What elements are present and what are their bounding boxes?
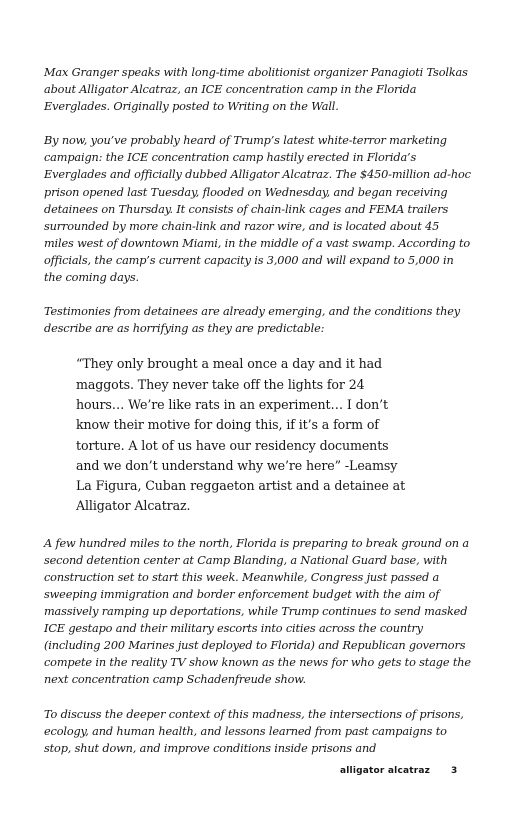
body-paragraph-3: A few hundred miles to the north, Florida is preparing to break ground on a second detention center at Camp Blanding, a National Guard base, with construction set to start this week. Meanwhile, Congress just passed a sweeping immigration and border enforcement budget with the aim of massively ramping up deportations, while Trump continues to send masked ICE gestapo and their military escorts into cities across the country (including 200 Marines just deployed to Florida) and Republican governors compete in the reality TV show known as the news for who gets to stage the next concentration camp Schadenfreude show.	[44, 536, 471, 687]
paragraph-spacer	[44, 115, 472, 132]
paragraph-spacer	[44, 689, 472, 706]
body-paragraph-1: By now, you’ve probably heard of Trump’s latest white-terror marketing campaign: the ICE concentration camp hastily erected in Florida’s Everglades and officially dubbed Alligator Alcatraz. The $450-million ad-hoc prison opened last Tuesday, flooded on Wednesday, and began receiving detainees on Thursday. It consists of chain-link cages and FEMA trailers surrounded by more chain-link and razor wire, and is located about 45 miles west of downtown Miami, in the middle of a vast swamp. According to officials, the camp’s current capacity is 3,000 and will expand to 5,000 in the coming days.	[44, 134, 471, 285]
page-number: 3	[451, 766, 458, 776]
body-paragraph-2: Testimonies from detainees are already emerging, and the conditions they describe are as horrifying as they are predictable:	[44, 305, 460, 336]
article-body	[44, 64, 472, 757]
body-paragraph-4: To discuss the deeper context of this madness, the intersections of prisons, ecology, and human health, and lessons learned from past campaigns to stop, shut down, and improve conditions inside prisons and	[44, 707, 464, 755]
intro-paragraph: Max Granger speaks with long-time abolitionist organizer Panagioti Tsolkas about Alligator Alcatraz, an ICE concentration camp in the Florida Everglades. Originally posted to Writing on the Wall.	[44, 66, 468, 114]
block-quote: “They only brought a meal once a day and it had maggots. They never take off the lights for 24 hours… We’re like rats in an experiment… I don’t know their motive for doing this, if it’s a form of torture. A lot of us have our residency documents and we don’t understand why we’re here” -Leamsy La Figura, Cuban reggaeton artist and a detainee at Alligator Alcatraz.	[76, 356, 406, 514]
page-footer	[0, 766, 528, 782]
paragraph-spacer	[44, 286, 472, 303]
running-title: alligator alcatraz	[340, 766, 431, 776]
